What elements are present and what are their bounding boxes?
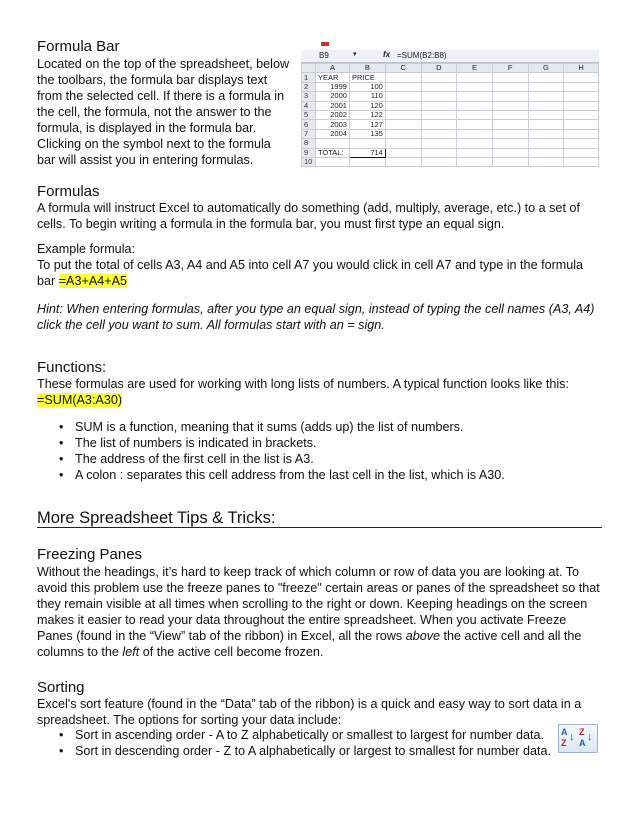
sorting-text <box>37 696 617 728</box>
sorting-heading: Sorting <box>37 679 85 696</box>
table-row <box>302 129 599 138</box>
name-box: B9 <box>319 51 329 60</box>
cell-a: 2002 <box>315 110 349 119</box>
table-row <box>302 110 599 119</box>
emphasis-left: left <box>122 645 140 659</box>
cell-a: 2003 <box>315 120 349 129</box>
cell-b: 100 <box>349 82 385 91</box>
row-header: 6 <box>302 120 316 129</box>
table-row <box>302 92 599 101</box>
list-item: • Sort in ascending order - A to Z alphabetically or smallest to largest for number data. <box>37 727 557 743</box>
example-prefix: bar <box>37 274 59 288</box>
column-header: E <box>457 64 493 73</box>
cell-b <box>349 139 385 148</box>
column-header: A <box>315 64 349 73</box>
column-header: B <box>349 64 385 73</box>
column-header: H <box>564 64 599 73</box>
cell-a: 1999 <box>315 82 349 91</box>
column-header: G <box>528 64 564 73</box>
freezing-line: columns to the <box>37 645 123 659</box>
functions-bullet-list <box>37 419 612 483</box>
list-item: • A colon : separates this cell address from the last cell in the list, which is A30. <box>37 467 612 483</box>
cell-b: 122 <box>349 110 385 119</box>
cell-a: TOTAL: <box>315 148 349 157</box>
emphasis-above: above <box>405 629 441 643</box>
list-item: • SUM is a function, meaning that it sums (adds up) the list of numbers. <box>37 419 612 435</box>
formulas-text <box>37 200 612 232</box>
toolbar-fragment <box>321 42 329 46</box>
function-example-highlight: =SUM(A3:A30) <box>37 393 123 407</box>
freezing-panes-text <box>37 564 617 660</box>
hint-line: Hint: When entering formulas, after you type an equal sign, instead of typing the cell names (A3, A4) <box>37 302 595 316</box>
formula-bar-line: Clicking on the symbol next to the formula <box>37 137 271 151</box>
hint-block <box>37 301 612 333</box>
sorting-bullet-list <box>37 727 557 759</box>
list-item: • The address of the first cell in the list is A3. <box>37 451 612 467</box>
formula-bar-text <box>37 56 297 168</box>
row-header: 8 <box>302 139 316 148</box>
freezing-line: Without the headings, it’s hard to keep track of which column or row of data you are looking at. To <box>37 565 580 579</box>
example-block <box>37 241 612 289</box>
table-row <box>302 157 599 166</box>
formula-bar-line: bar will assist you in entering formulas. <box>37 153 254 167</box>
sorting-line: Excel's sort feature (found in the “Data” tab of the ribbon) is a quick and easy way to sort data in a <box>37 697 582 711</box>
arrow-down-icon: ↓ <box>587 731 593 743</box>
formula-bar-line: from the selected cell. If there is a formula in <box>37 89 285 103</box>
sort-buttons-icon <box>558 724 598 753</box>
cell-a: 2000 <box>315 92 349 101</box>
column-header: D <box>421 64 457 73</box>
formulas-line: A formula will instruct Excel to automatically do something (add, multiply, average, etc.) to a set of <box>37 201 580 215</box>
example-label: Example formula: <box>37 242 135 256</box>
row-header: 7 <box>302 129 316 138</box>
fx-icon: fx <box>383 50 391 59</box>
sort-asc-top: A <box>561 727 568 737</box>
functions-intro: These formulas are used for working with long lists of numbers. A typical function looks like this: <box>37 377 569 391</box>
column-header-row <box>302 64 599 73</box>
table-row <box>302 82 599 91</box>
freezing-line: they remain visible at all times when scrolling to the right or down. Keeping headings on the screen <box>37 597 588 611</box>
section-divider <box>37 527 602 528</box>
formula-text: =SUM(B2:B8) <box>397 51 447 60</box>
arrow-down-icon: ↓ <box>569 731 575 743</box>
column-header: F <box>492 64 528 73</box>
hint-line: click the cell you want to sum. All formulas start with an = sign. <box>37 318 385 332</box>
freezing-line: avoid this problem use the freeze panes to "freeze" certain areas or panes of the spreadsheet so that <box>37 581 600 595</box>
row-header: 1 <box>302 73 316 82</box>
freezing-line: makes it easier to read your data throughout the entire spreadsheet. When you activate Freeze <box>37 613 567 627</box>
cell-b: 127 <box>349 120 385 129</box>
cell-b: PRICE <box>349 73 385 82</box>
freezing-line: of the active cell become frozen. <box>139 645 324 659</box>
cell-b: 135 <box>349 129 385 138</box>
tips-heading: More Spreadsheet Tips & Tricks: <box>37 509 276 527</box>
row-header: 9 <box>302 148 316 157</box>
cell-grid <box>301 63 599 167</box>
row-header: 3 <box>302 92 316 101</box>
spreadsheet-screenshot <box>301 48 599 166</box>
column-header: C <box>385 64 421 73</box>
cell-a: 2001 <box>315 101 349 110</box>
sort-ascending-icon <box>561 727 577 749</box>
sort-asc-bottom: Z <box>561 738 567 748</box>
example-formula-highlight: =A3+A4+A5 <box>58 274 127 288</box>
table-row <box>302 139 599 148</box>
sort-desc-bottom: A <box>579 738 586 748</box>
formula-bar-line: Located on the top of the spreadsheet, below <box>37 57 290 71</box>
sort-descending-icon <box>579 727 595 749</box>
functions-text <box>37 376 612 408</box>
table-row <box>302 148 599 157</box>
formulas-line: cells. To begin writing a formula in the formula bar, you must first type an equal sign. <box>37 217 505 231</box>
sorting-line: spreadsheet. The options for sorting your data include: <box>37 713 342 727</box>
cell-a <box>315 157 349 166</box>
sort-desc-top: Z <box>579 727 585 737</box>
row-header: 4 <box>302 101 316 110</box>
chevron-down-icon: ▾ <box>353 51 357 58</box>
table-row <box>302 73 599 82</box>
freezing-panes-heading: Freezing Panes <box>37 546 143 563</box>
freezing-line: the active cell and all the <box>440 629 582 643</box>
formula-bar-line: formula, is displayed in the formula bar. <box>37 121 257 135</box>
row-header: 2 <box>302 82 316 91</box>
cell-b: 110 <box>349 92 385 101</box>
list-item: • The list of numbers is indicated in brackets. <box>37 435 612 451</box>
table-row <box>302 101 599 110</box>
cell-a <box>315 139 349 148</box>
corner-cell <box>302 64 316 73</box>
cell-b <box>349 157 385 166</box>
table-row <box>302 120 599 129</box>
cell-a: YEAR <box>315 73 349 82</box>
cell-a: 2004 <box>315 129 349 138</box>
formula-bar-line: the toolbars, the formula bar displays text <box>37 73 268 87</box>
list-item: • Sort in descending order - Z to A alphabetically or largest to smallest for number data. <box>37 743 557 759</box>
formula-bar-heading: Formula Bar <box>37 38 120 55</box>
selected-cell: 714 <box>349 148 385 157</box>
formula-bar-line: the cell, the formula, not the answer to the <box>37 105 272 119</box>
freezing-line: Panes (found in the “View” tab of the ribbon) in Excel, all the rows <box>37 629 406 643</box>
functions-heading: Functions: <box>37 359 107 376</box>
row-header: 5 <box>302 110 316 119</box>
example-line: To put the total of cells A3, A4 and A5 into cell A7 you would click in cell A7 and type in the formula <box>37 258 584 272</box>
formulas-heading: Formulas <box>37 183 100 200</box>
formula-bar-strip <box>301 50 599 63</box>
cell-b: 120 <box>349 101 385 110</box>
row-header: 10 <box>302 157 316 166</box>
